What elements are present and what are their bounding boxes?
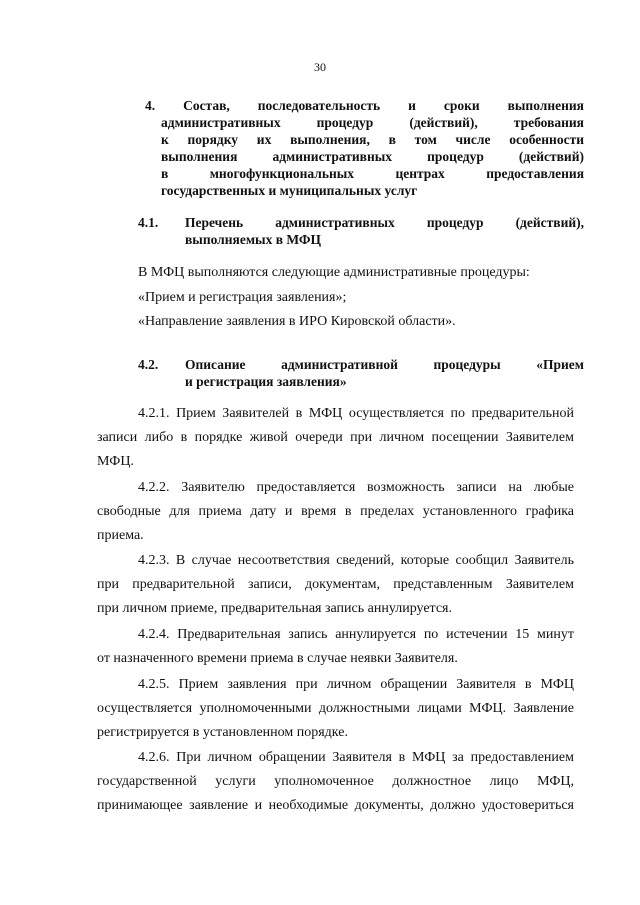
heading-line: Перечень административных процедур (действий),	[185, 215, 584, 230]
paragraph-line: от назначенного времени приема в случае неявки Заявителя.	[97, 651, 458, 666]
paragraph-4-2-2	[97, 476, 574, 548]
heading-line: 4. Состав, последовательность и сроки выполнения	[145, 98, 584, 113]
paragraph-line: осуществляется уполномоченными должностными лицами МФЦ. Заявление	[97, 701, 574, 716]
page-number: 30	[314, 60, 326, 74]
heading-line: и регистрация заявления»	[185, 374, 347, 389]
paragraph-line: государственной услуги уполномоченное должностное лицо МФЦ,	[97, 774, 574, 789]
paragraph-line: 4.2.6. При личном обращении Заявителя в МФЦ за предоставлением	[138, 750, 574, 765]
heading-line: в многофункциональных центрах предоставления	[161, 166, 584, 181]
paragraph-line: МФЦ.	[97, 454, 134, 469]
heading-line: государственных и муниципальных услуг	[161, 183, 418, 198]
heading-line: Описание административной процедуры «Прием	[185, 357, 584, 372]
paragraph-4-2-5	[97, 673, 574, 745]
heading-line: выполняемых в МФЦ	[185, 232, 322, 247]
paragraph-line: приема.	[97, 528, 144, 543]
paragraph-line: при личном приеме, предварительная запись аннулируется.	[97, 601, 452, 616]
procedures-intro: В МФЦ выполняются следующие административные процедуры:	[138, 265, 530, 280]
section-4-heading	[145, 97, 584, 199]
paragraph-4-2-3	[97, 549, 574, 621]
paragraph-line: 4.2.3. В случае несоответствия сведений, которые сообщил Заявитель	[138, 553, 574, 568]
paragraph-4-2-1	[97, 402, 574, 474]
paragraph-4-2-4	[97, 623, 574, 671]
heading-line: к порядку их выполнения, в том числе особенности	[161, 132, 584, 147]
paragraph-line: 4.2.1. Прием Заявителей в МФЦ осуществляется по предварительной	[138, 406, 574, 421]
heading-line: выполнения административных процедур (действий)	[161, 149, 584, 164]
section-number: 4.1.	[138, 215, 159, 230]
paragraph-line: регистрируется в установленном порядке.	[97, 725, 348, 740]
paragraph-line: при предварительной записи, документам, представленным Заявителем	[97, 577, 574, 592]
section-4-1-heading	[138, 214, 584, 248]
paragraph-line: принимающее заявление и необходимые документы, должно удостовериться	[97, 798, 574, 813]
paragraph-line: 4.2.2. Заявителю предоставляется возможность записи на любые	[138, 480, 574, 495]
paragraph-line: записи либо в порядке живой очереди при личном посещении Заявителем	[97, 430, 574, 445]
procedure-item: «Прием и регистрация заявления»;	[138, 290, 347, 305]
section-number: 4.2.	[138, 357, 159, 372]
section-4-2-heading	[138, 356, 584, 390]
heading-line: административных процедур (действий), требования	[161, 115, 584, 130]
paragraph-line: свободные для приема дату и время в пределах установленного графика	[97, 504, 574, 519]
paragraph-line: 4.2.4. Предварительная запись аннулируется по истечении 15 минут	[138, 627, 574, 642]
procedure-item: «Направление заявления в ИРО Кировской области».	[138, 314, 456, 329]
paragraph-4-2-6	[97, 746, 574, 818]
paragraph-line: 4.2.5. Прием заявления при личном обращении Заявителя в МФЦ	[138, 677, 574, 692]
